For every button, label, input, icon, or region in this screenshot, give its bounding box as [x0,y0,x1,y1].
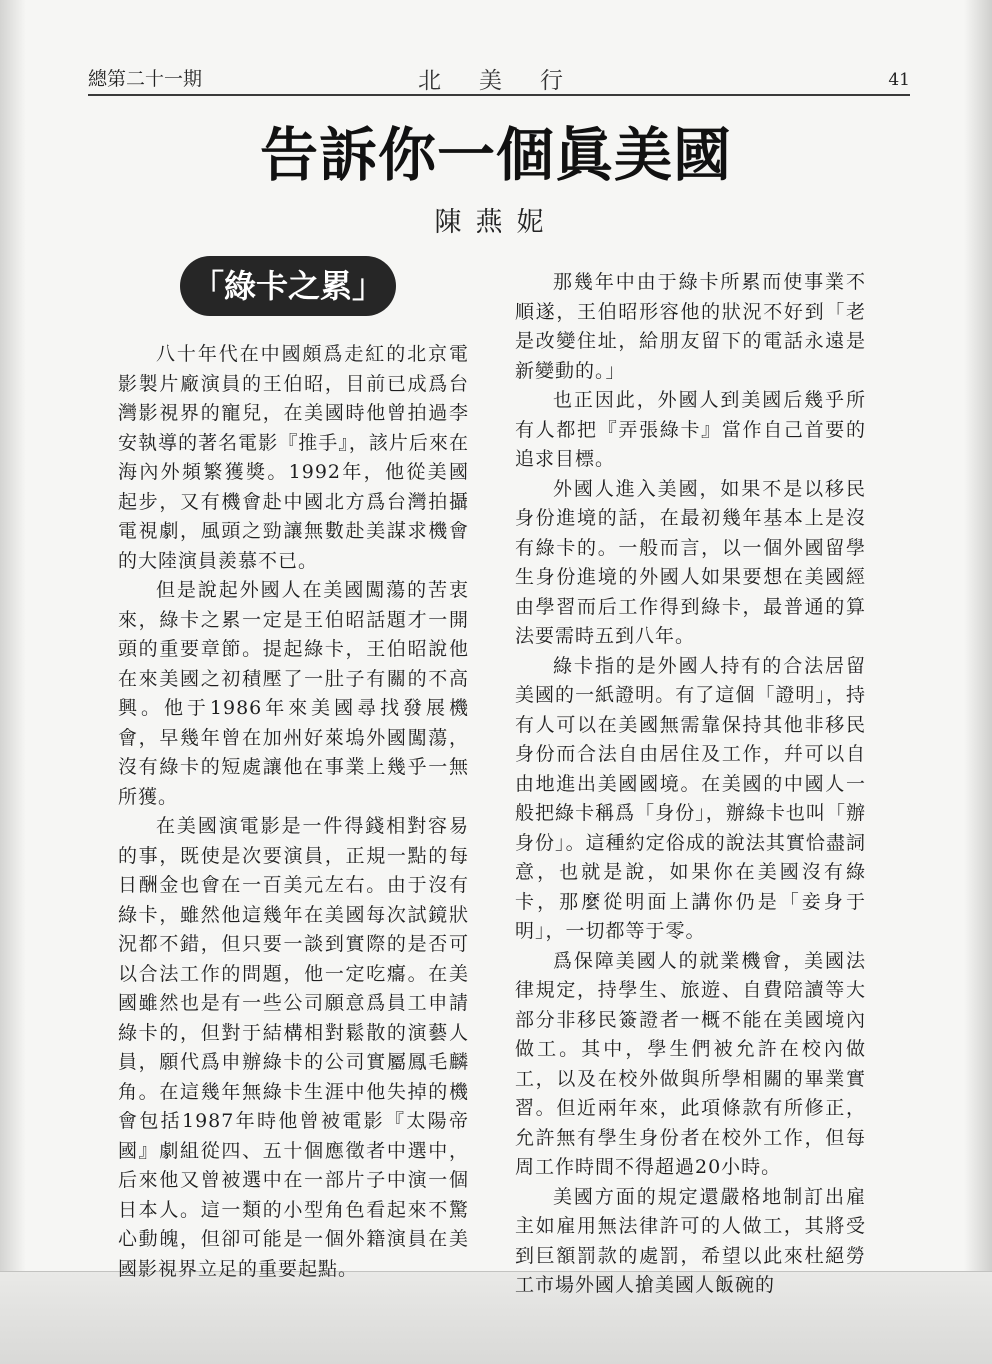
paragraph: 但是說起外國人在美國闖蕩的苦衷來，綠卡之累一定是王伯昭話題才一開頭的重要章節。提起綠卡，王伯昭說他在來美國之初積壓了一肚子有關的不高興。他于1986年來美國尋找發展機會，早幾年曾在加州好萊塢外國闖蕩，沒有綠卡的短處讓他在事業上幾乎一無所獲。 [118,579,469,808]
paragraph: 在美國演電影是一件得錢相對容易的事，既使是次要演員，正規一點的每日酬金也會在一百美元左右。由于沒有綠卡，雖然他這幾年在美國每次試鏡狀況都不錯，但只要一談到實際的是否可以合法工作的問題，他一定吃癟。在美國雖然也是有一些公司願意爲員工申請綠卡的，但對于結構相對鬆散的演藝人員，願代爲申辦綠卡的公司實屬鳳毛麟角。在這幾年無綠卡生涯中他失掉的機會包括1987年時他曾被電影『太陽帝國』劇組從四、五十個應徵者中選中，后來他又曾被選中在一部片子中演一個日本人。這一類的小型角色看起來不驚心動魄，但卻可能是一個外籍演員在美國影視界立足的重要起點。 [118,815,469,1280]
magazine-name: 北美行 [418,68,601,94]
page-number: 41 [888,70,910,90]
paragraph: 爲保障美國人的就業機會，美國法律規定，持學生、旅遊、自費陪讀等大部分非移民簽證者一概不能在美國境內做工。其中，學生們被允許在校內做工，以及在校外做與所學相關的畢業實習。但近兩年來，此項條款有所修正，允許無有學生身份者在校外工作，但每周工作時間不得超過20小時。 [515,949,866,1178]
paragraph: 美國方面的規定還嚴格地制訂出雇主如雇用無法律許可的人做工，其將受到巨額罰款的處罰，希望以此來杜絕勞工市場外國人搶美國人飯碗的 [515,1185,866,1296]
paragraph: 八十年代在中國頗爲走紅的北京電影製片廠演員的王伯昭，目前已成爲台灣影視界的寵兒，在美國時他曾拍過李安執導的著名電影『推手』，該片后來在海內外頻繁獲獎。1992年，他從美國起步，又有機會赴中國北方爲台灣拍攝電視劇，風頭之勁讓無數赴美謀求機會的大陸演員羨慕不已。 [118,343,469,572]
left-column [118,340,469,1284]
section-heading: 「綠卡之累」 [180,256,396,316]
paragraph: 也正因此，外國人到美國后幾乎所有人都把『弄張綠卡』當作自己首要的追求目標。 [515,389,866,470]
paragraph: 那幾年中由于綠卡所累而使事業不順遂，王伯昭形容他的狀況不好到「老是改變住址，給朋友留下的電話永遠是新變動的。」 [515,271,866,382]
right-column [515,268,866,1301]
article-author: 陳燕妮 [434,207,558,238]
paragraph: 外國人進入美國，如果不是以移民身份進境的話，在最初幾年基本上是沒有綠卡的。一般而言，以一個外國留學生身份進境的外國人如果要想在美國經由學習而后工作得到綠卡，最普通的算法要需時五到八年。 [515,477,866,647]
article-title: 告訴你一個眞美國 [259,121,732,189]
issue-label: 總第二十一期 [88,68,203,90]
paragraph: 綠卡指的是外國人持有的合法居留美國的一紙證明。有了這個「證明」，持有人可以在美國無需靠保持其他非移民身份而合法自由居住及工作，幷可以自由地進出美國國境。在美國的中國人一般把綠卡稱爲「身份」，辦綠卡也叫「辦身份」。這種約定俗成的說法其實恰盡詞意，也就是說，如果你在美國沒有綠卡，那麼從明面上講你仍是「妾身于明」，一切都等于零。 [515,654,866,942]
running-header [88,62,910,96]
